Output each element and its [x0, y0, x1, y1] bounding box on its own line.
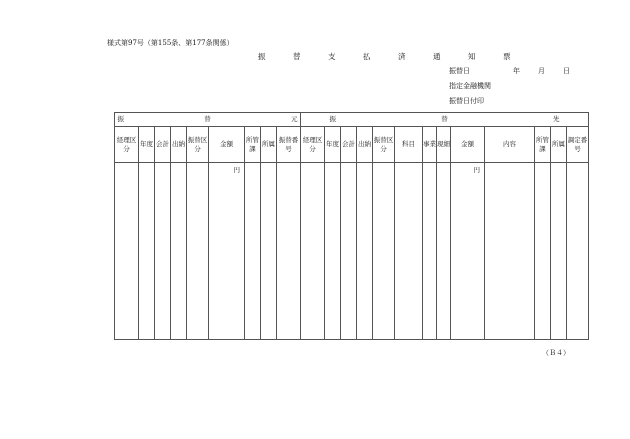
col-dest-department: 所管課 — [535, 127, 551, 163]
source-header-2: 替 — [204, 115, 211, 124]
stamp-label: 振替日付印 — [449, 97, 484, 105]
cell-body — [277, 163, 301, 340]
cell-body — [373, 163, 395, 340]
col-source-amount: 金額 — [209, 127, 245, 163]
col-source-transfer-class: 振替区分 — [187, 127, 209, 163]
cell-body — [567, 163, 589, 340]
col-dest-fiscal-year: 年度 — [325, 127, 341, 163]
col-dest-affiliation: 所属 — [551, 127, 567, 163]
paper-size-label: （Ｂ４） — [542, 349, 570, 357]
col-dest-detail: 現細 — [437, 127, 451, 163]
cell-body — [395, 163, 423, 340]
dest-header-2: 替 — [441, 115, 448, 124]
source-header-3: 元 — [291, 115, 298, 124]
col-source-account: 会計 — [155, 127, 171, 163]
cell-body — [357, 163, 373, 340]
col-dest-transfer-class: 振替区分 — [373, 127, 395, 163]
col-dest-content: 内容 — [485, 127, 535, 163]
cell-body — [551, 163, 567, 340]
col-dest-accounting-class: 経理区分 — [301, 127, 325, 163]
cell-body — [485, 163, 535, 340]
col-source-transfer-number: 振替番号 — [277, 127, 301, 163]
source-header-1: 振 — [117, 115, 124, 124]
cell-body — [187, 163, 209, 340]
dest-section-header — [301, 113, 589, 127]
bank-label: 指定金融機関 — [449, 82, 491, 90]
dest-header-3: 先 — [553, 115, 560, 124]
transfer-date-row — [449, 66, 570, 76]
col-source-accounting-class: 経理区分 — [115, 127, 139, 163]
cell-body — [341, 163, 357, 340]
cell-body — [155, 163, 171, 340]
day-label: 日 — [563, 67, 570, 75]
source-section-header — [115, 113, 301, 127]
col-dest-project: 事業 — [423, 127, 437, 163]
col-source-department: 所管課 — [245, 127, 261, 163]
col-dest-treasury: 出納 — [357, 127, 373, 163]
col-dest-amount: 金額 — [451, 127, 485, 163]
col-dest-item: 科目 — [395, 127, 423, 163]
cell-body — [423, 163, 437, 340]
document-title: 振 替 支 払 済 通 知 票 — [258, 52, 521, 61]
cell-body — [245, 163, 261, 340]
col-source-fiscal-year: 年度 — [139, 127, 155, 163]
source-amount-cell — [209, 163, 245, 340]
cell-body — [115, 163, 139, 340]
col-dest-assessment-number: 調定番号 — [567, 127, 589, 163]
cell-body — [535, 163, 551, 340]
month-label: 月 — [538, 67, 545, 75]
transfer-table — [114, 112, 589, 340]
dest-amount-cell — [451, 163, 485, 340]
cell-body — [301, 163, 325, 340]
col-source-treasury: 出納 — [171, 127, 187, 163]
cell-body — [171, 163, 187, 340]
cell-body — [261, 163, 277, 340]
dest-header-1: 振 — [329, 115, 337, 124]
col-source-affiliation: 所属 — [261, 127, 277, 163]
transfer-date-label: 振替日 — [449, 67, 470, 75]
source-yen-unit: 円 — [233, 166, 240, 174]
cell-body — [437, 163, 451, 340]
cell-body — [139, 163, 155, 340]
form-number: 様式第97号（第155条、第177条関係） — [107, 39, 234, 47]
col-dest-account: 会計 — [341, 127, 357, 163]
cell-body — [325, 163, 341, 340]
dest-yen-unit: 円 — [473, 166, 481, 174]
year-label: 年 — [513, 67, 520, 75]
